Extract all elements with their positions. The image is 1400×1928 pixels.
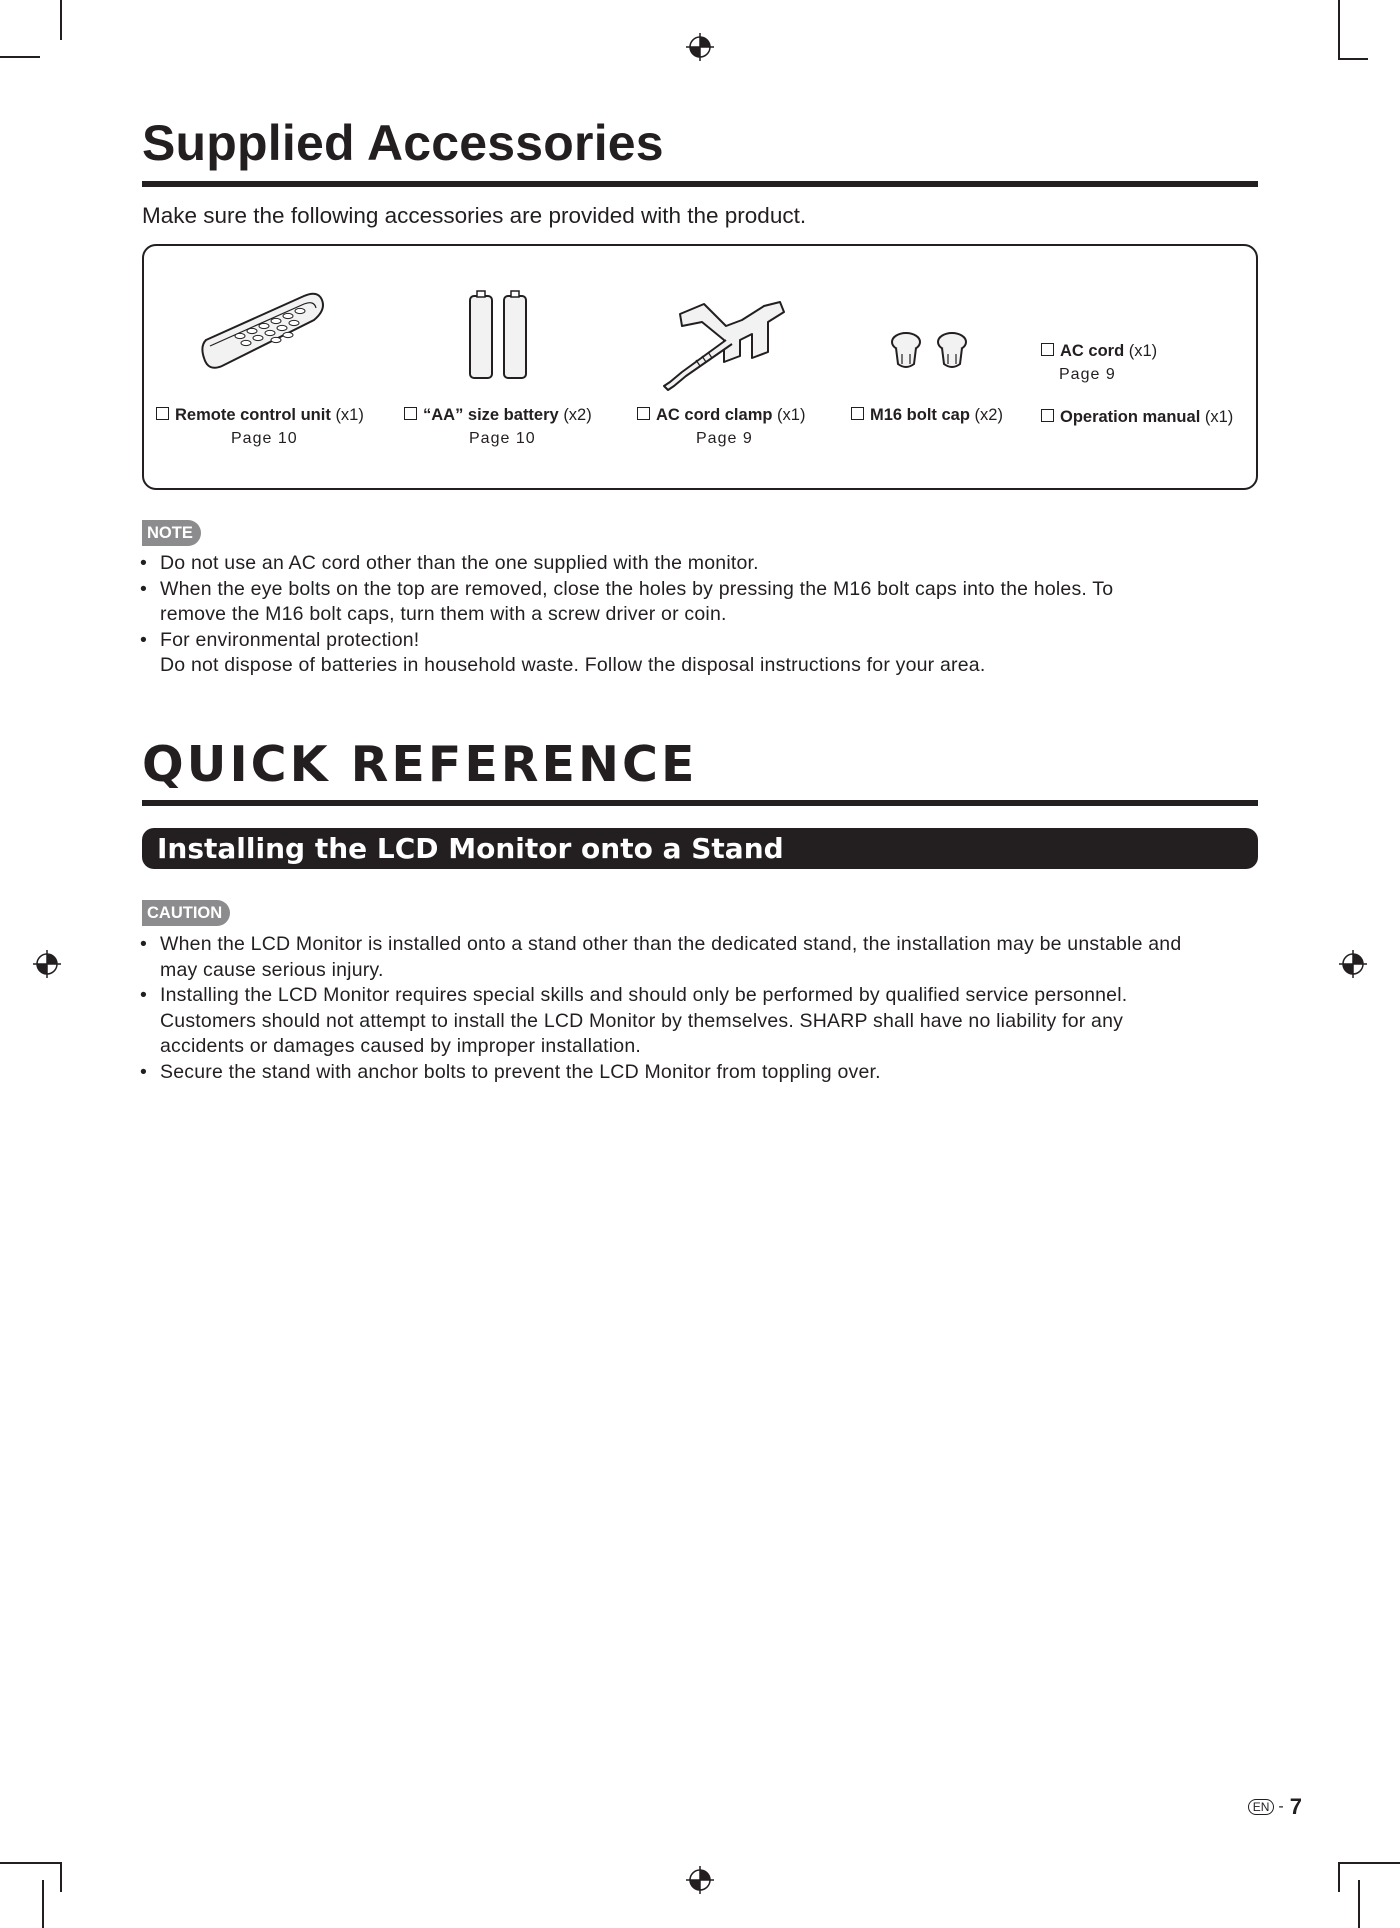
list-item: • When the eye bolts on the top are removed, close the holes by pressing the M16 bolt caps into the holes. To remove the M16 bolt caps, turn them with a screw driver or coin.: [140, 577, 1280, 628]
page-number-value: 7: [1289, 1794, 1302, 1819]
registration-mark-icon: [686, 1866, 714, 1894]
section-title: Supplied Accessories: [142, 115, 664, 171]
checkbox-icon: [851, 407, 864, 420]
checkbox-icon: [156, 407, 169, 420]
accessory-battery: “AA” size battery (x2): [404, 407, 592, 424]
battery-icon: [466, 290, 530, 382]
checkbox-icon: [404, 407, 417, 420]
subsection-title: Installing the LCD Monitor onto a Stand: [157, 832, 784, 865]
accessory-cord-clamp: AC cord clamp (x1): [637, 407, 805, 424]
cord-clamp-icon: [656, 296, 790, 394]
language-badge: EN: [1248, 1799, 1275, 1815]
bolt-cap-icon: [888, 330, 972, 372]
accessory-ac-cord: AC cord (x1): [1041, 343, 1157, 360]
note-list: [140, 551, 1280, 679]
accessory-operation-manual: Operation manual (x1): [1041, 409, 1233, 426]
caution-list: [140, 932, 1280, 1085]
list-item: • When the LCD Monitor is installed onto a stand other than the dedicated stand, the installation may be unstable and may cause serious injury.: [140, 932, 1280, 983]
note-badge: NOTE: [142, 520, 201, 546]
registration-mark-icon: [686, 33, 714, 61]
list-item: • For environmental protection! Do not dispose of batteries in household waste. Follow the disposal instructions for your area.: [140, 628, 1280, 679]
accessory-page-ref: Page 10: [469, 430, 536, 447]
accessory-page-ref: Page 9: [696, 430, 753, 447]
remote-control-icon: [200, 286, 328, 370]
quick-reference-title: QUICK REFERENCE: [142, 736, 698, 793]
checkbox-icon: [1041, 409, 1054, 422]
registration-mark-icon: [1339, 950, 1367, 978]
list-item: • Installing the LCD Monitor requires special skills and should only be performed by qualified service personnel. Customers should not attempt to install the LCD Monitor by themselves. SHARP shall have no liability for any accidents or damages caused by improper installation.: [140, 983, 1280, 1060]
quick-reference-rule: [142, 800, 1258, 806]
accessory-remote-control: Remote control unit (x1): [156, 407, 364, 424]
accessory-page-ref: Page 10: [231, 430, 298, 447]
intro-text: Make sure the following accessories are provided with the product.: [142, 203, 807, 228]
checkbox-icon: [1041, 343, 1054, 356]
checkbox-icon: [637, 407, 650, 420]
subsection-bar: [142, 828, 1258, 869]
list-item: • Do not use an AC cord other than the one supplied with the monitor.: [140, 551, 1280, 577]
caution-badge: CAUTION: [142, 900, 230, 926]
page-number: [1248, 1796, 1302, 1818]
registration-mark-icon: [33, 950, 61, 978]
list-item: • Secure the stand with anchor bolts to prevent the LCD Monitor from toppling over.: [140, 1060, 1280, 1086]
title-rule: [142, 181, 1258, 187]
accessory-bolt-cap: M16 bolt cap (x2): [851, 407, 1003, 424]
accessory-page-ref: Page 9: [1059, 366, 1116, 383]
separator: -: [1278, 1798, 1284, 1815]
